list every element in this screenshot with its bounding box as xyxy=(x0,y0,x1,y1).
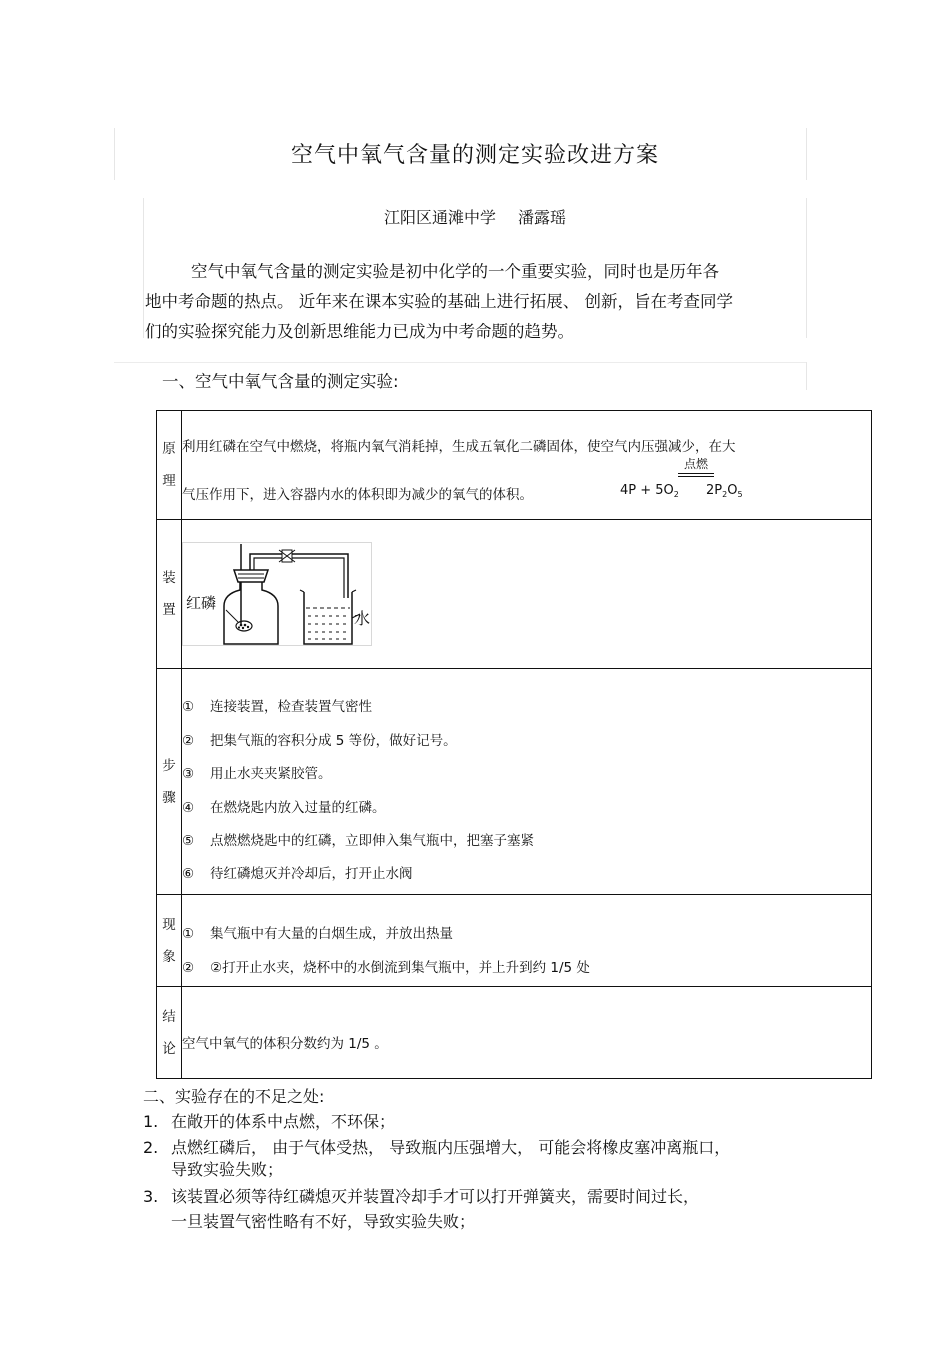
steps-cell xyxy=(182,669,872,895)
deficiency-number: 1. xyxy=(143,1112,159,1131)
beaker xyxy=(304,592,352,644)
step-item xyxy=(182,729,457,749)
step-number: ③ xyxy=(182,766,195,782)
document-title: 空气中氧气含量的测定实验改进方案 xyxy=(290,143,659,168)
label-char: 原 xyxy=(162,441,176,457)
deficiency-item xyxy=(143,1109,395,1132)
condition-label: 点燃 xyxy=(683,457,708,471)
equation-subscript: 5 xyxy=(737,490,743,499)
equation-product-o: O xyxy=(727,483,738,498)
step-number: ① xyxy=(182,699,195,715)
water-label: 水 xyxy=(354,609,371,628)
deficiency-item xyxy=(143,1135,730,1158)
step-text: 点燃燃烧匙中的红磷，立即伸入集气瓶中，把塞子塞紧 xyxy=(210,833,534,849)
author-name: 潘露瑶 xyxy=(518,208,567,227)
step-number: ⑤ xyxy=(182,833,195,849)
conclusion-cell xyxy=(182,987,872,1079)
deficiency-continuation: 导致实验失败； xyxy=(171,1160,284,1179)
phenomena-cell xyxy=(182,895,872,987)
rubber-stopper xyxy=(234,570,268,582)
step-text: 把集气瓶的容积分成 5 等份，做好记号。 xyxy=(210,733,457,749)
scan-guide-line xyxy=(114,362,806,363)
equation-subscript: 2 xyxy=(722,490,728,499)
phenomenon-item xyxy=(182,956,590,976)
phenomenon-text: 集气瓶中有大量的白烟生成，并放出热量 xyxy=(210,926,453,942)
principle-line-2: 气压作用下，进入容器内水的体积即为减少的氧气的体积。 xyxy=(182,487,533,503)
label-char: 步 xyxy=(162,757,176,774)
step-item xyxy=(182,762,332,782)
author-line xyxy=(0,205,950,228)
equation-product: 2P xyxy=(706,483,723,498)
row-label-steps xyxy=(157,669,182,895)
equation-subscript: 2 xyxy=(673,490,679,499)
intro-line-2: 地中考命题的热点。 近年来在课本实验的基础上进行拓展、 创新，旨在考查同学 xyxy=(145,292,733,311)
intro-line-3: 们的实验探究能力及创新思维能力已成为中考命题的趋势。 xyxy=(145,322,574,341)
label-char: 理 xyxy=(162,473,176,489)
label-char: 论 xyxy=(162,1040,176,1057)
step-number: ⑥ xyxy=(182,866,195,882)
experiment-table xyxy=(156,410,872,1079)
phenomenon-item xyxy=(182,922,453,942)
conclusion-text: 空气中氧气的体积分数约为 1/5 。 xyxy=(182,1036,388,1052)
phenomenon-number: ② xyxy=(182,960,195,976)
row-label-principle xyxy=(157,411,182,520)
equation-reactants: 4P + 5O xyxy=(620,483,674,498)
chemical-equation-right xyxy=(706,483,743,499)
row-label-apparatus xyxy=(157,520,182,669)
step-text: 在燃烧匙内放入过量的红磷。 xyxy=(210,800,386,816)
principle-line-1: 利用红磷在空气中燃烧，将瓶内氧气消耗掉，生成五氧化二磷固体，使空气内压强减少，在大 xyxy=(182,439,736,455)
step-item xyxy=(182,829,534,849)
step-number: ④ xyxy=(182,800,195,816)
row-label-phenomena xyxy=(157,895,182,987)
deficiency-number: 3. xyxy=(143,1187,159,1206)
deficiency-text: 点燃红磷后， 由于气体受热， 导致瓶内压强增大， 可能会将橡皮塞冲离瓶口， xyxy=(171,1138,731,1157)
step-number: ② xyxy=(182,733,195,749)
author-school: 江阳区通滩中学 xyxy=(383,208,496,227)
phenomenon-text: ②打开止水夹，烧杯中的水倒流到集气瓶中，并上升到约 1/5 处 xyxy=(210,960,590,976)
table-row-steps xyxy=(157,669,872,895)
label-char: 置 xyxy=(162,602,176,618)
table-row-phenomena xyxy=(157,895,872,987)
red-phosphorus-label: 红磷 xyxy=(186,594,217,612)
deficiency-number: 2. xyxy=(143,1138,159,1157)
deficiency-continuation: 一旦装置气密性略有不好，导致实验失败； xyxy=(171,1212,476,1231)
principle-cell xyxy=(182,411,872,520)
step-item xyxy=(182,695,372,715)
section1-heading: 一、空气中氧气含量的测定实验: xyxy=(162,372,399,391)
gas-collection-bottle xyxy=(224,582,278,644)
label-char: 结 xyxy=(162,1008,176,1025)
deficiency-text: 该装置必须等待红磷熄灭并装置冷却手才可以打开弹簧夹，需要时间过长， xyxy=(171,1187,700,1206)
reaction-condition xyxy=(678,457,714,477)
label-pointer xyxy=(226,610,238,622)
intro-line-1: 空气中氧气含量的测定实验是初中化学的一个重要实验，同时也是历年各 xyxy=(191,262,719,281)
step-item xyxy=(182,862,413,882)
table-row-principle xyxy=(157,411,872,520)
step-text: 待红磷熄灭并冷却后，打开止水阀 xyxy=(210,866,413,882)
section2-heading: 二、实验存在的不足之处: xyxy=(143,1087,325,1106)
label-char: 现 xyxy=(162,916,176,933)
label-char: 象 xyxy=(162,948,176,965)
label-char: 装 xyxy=(162,570,176,586)
combustion-spoon xyxy=(236,621,252,631)
step-text: 连接装置，检查装置气密性 xyxy=(210,699,372,715)
apparatus-cell xyxy=(182,520,872,669)
label-char: 骤 xyxy=(162,789,176,806)
scan-guide-line xyxy=(806,362,807,390)
deficiency-text: 在敞开的体系中点燃，不环保； xyxy=(171,1112,396,1131)
deficiency-item xyxy=(143,1184,699,1207)
row-label-conclusion xyxy=(157,987,182,1079)
table-row-conclusion xyxy=(157,987,872,1079)
chemical-equation-left xyxy=(620,483,679,499)
step-text: 用止水夹夹紧胶管。 xyxy=(210,766,332,782)
phenomenon-number: ① xyxy=(182,926,195,942)
table-row-apparatus xyxy=(157,520,872,669)
step-item xyxy=(182,796,386,816)
